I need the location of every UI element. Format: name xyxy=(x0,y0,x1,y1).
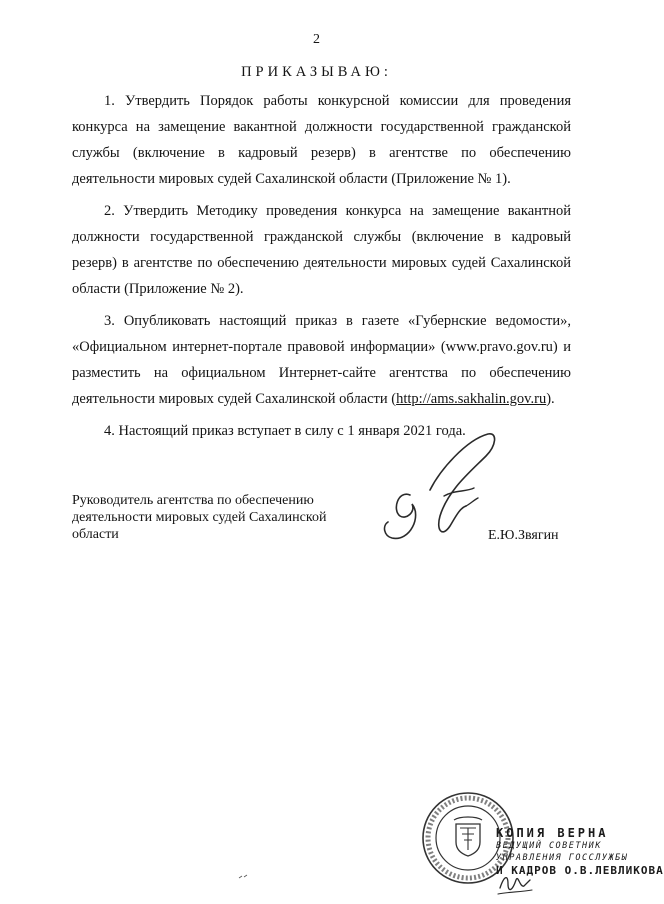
agency-website-link[interactable]: http://ams.sakhalin.gov.ru xyxy=(396,391,547,407)
order-body xyxy=(72,88,571,444)
order-heading: ПРИКАЗЫВАЮ: xyxy=(241,64,392,80)
certification-line-4: И КАДРОВ О.В.ЛЕВЛИКОВА xyxy=(496,864,664,877)
signer-name: Е.Ю.Звягин xyxy=(488,528,559,543)
order-item-1: 1. Утвердить Порядок работы конкурсной комиссии для проведения конкурса на замещение вакантной должности государственной гражданской службы (включение в кадровый резерв) в агентстве по обеспечению деятельности мировых судей Сахалинской области (Приложение № 1). xyxy=(72,93,571,187)
order-item-3-text: 3. Опубликовать настоящий приказ в газете «Губернские ведомости», «Официальном интернет-портале правовой информации» (www.pravo.gov.ru) и разместить на официальном Интернет-сайте агентства по обеспечению деятельности мировых судей Сахалинской области ( xyxy=(72,313,571,407)
order-item-3-tail: ). xyxy=(546,391,555,407)
certification-line-1: КОПИЯ ВЕРНА xyxy=(496,826,609,840)
signer-title: Руководитель агентства по обеспечению деятельности мировых судей Сахалинской области xyxy=(72,493,327,542)
order-item-4: 4. Настоящий приказ вступает в силу с 1 января 2021 года. xyxy=(104,423,466,439)
certification-signature xyxy=(494,866,534,900)
order-item-2: 2. Утвердить Методику проведения конкурса на замещение вакантной должности государственной гражданской службы (включение в кадровый резерв) в агентстве по обеспечению деятельности мировых судей Сахалинской области (Приложение № 2). xyxy=(72,203,571,297)
order-item-3 xyxy=(72,308,571,412)
page-number: 2 xyxy=(313,32,320,47)
certification-line-3: УПРАВЛЕНИЯ ГОССЛУЖБЫ xyxy=(496,853,629,863)
certification-line-2: ВЕДУЩИЙ СОВЕТНИК xyxy=(496,841,602,851)
scan-speck xyxy=(238,874,248,880)
